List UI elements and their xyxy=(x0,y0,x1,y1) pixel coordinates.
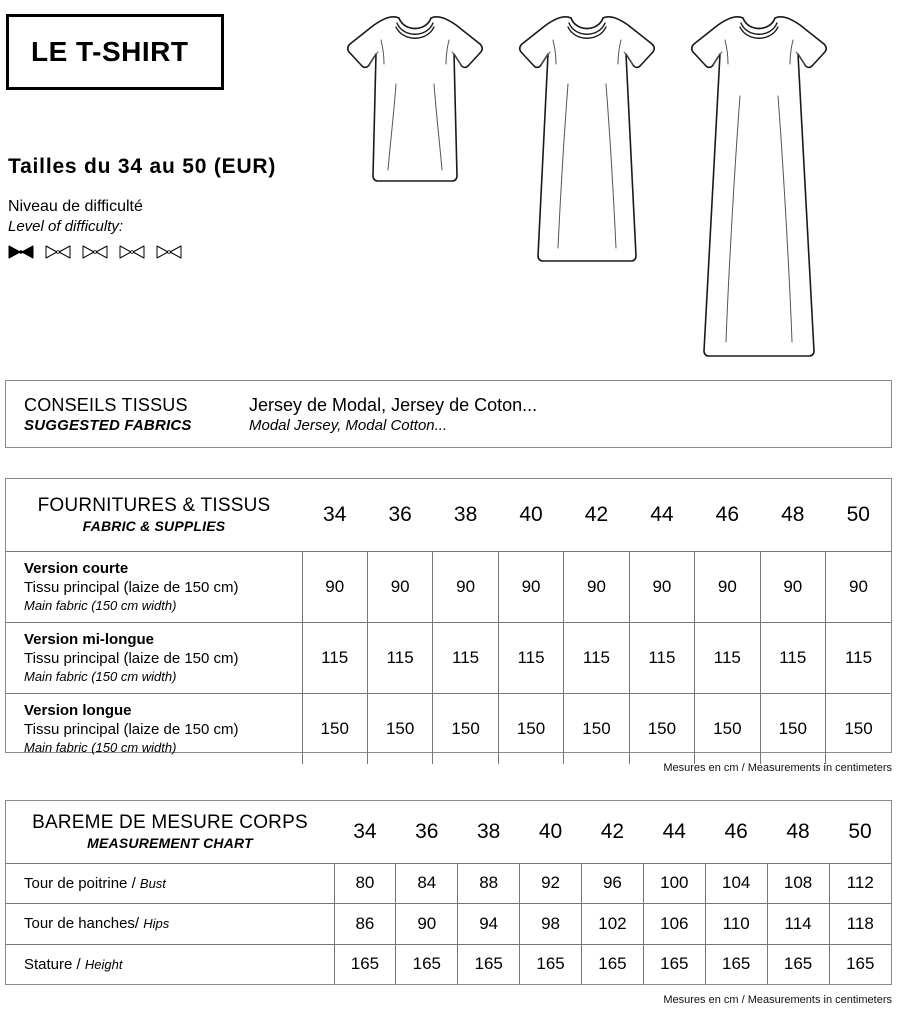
supplies-cell: 115 xyxy=(302,622,367,693)
supplies-cell: 90 xyxy=(302,551,367,622)
supplies-row-desc-fr: Tissu principal (laize de 150 cm) xyxy=(24,720,239,738)
supplies-cell: 115 xyxy=(498,622,563,693)
measure-cell: 102 xyxy=(582,904,644,945)
bowtie-icon-empty xyxy=(119,245,145,259)
garment-illustrations xyxy=(340,0,897,372)
measure-cell: 106 xyxy=(643,904,705,945)
measure-cell: 118 xyxy=(829,904,891,945)
measure-cell: 165 xyxy=(520,944,582,984)
difficulty-label-en: Level of difficulty: xyxy=(8,218,124,235)
measure-cell: 165 xyxy=(396,944,458,984)
supplies-row-label xyxy=(6,622,302,693)
supplies-row-title: Version longue xyxy=(24,701,132,719)
size-header-48: 48 xyxy=(781,502,805,526)
supplies-cell: 115 xyxy=(760,622,825,693)
supplies-cell: 150 xyxy=(433,693,498,764)
measure-cell: 165 xyxy=(334,944,396,984)
supplies-cell: 150 xyxy=(302,693,367,764)
measurement-chart-panel xyxy=(5,800,892,985)
bowtie-icon-empty xyxy=(156,245,182,259)
measure-row-label xyxy=(6,863,334,904)
supplies-cell: 90 xyxy=(760,551,825,622)
supplies-row-title: Version courte xyxy=(24,559,129,577)
supplies-cell: 90 xyxy=(367,551,432,622)
supplies-cell: 90 xyxy=(433,551,498,622)
supplies-title-cell xyxy=(6,479,302,551)
measurement-chart-table xyxy=(6,801,891,984)
difficulty-rating xyxy=(8,245,182,259)
supplies-row-desc-fr: Tissu principal (laize de 150 cm) xyxy=(24,578,239,596)
size-header-42: 42 xyxy=(600,819,625,843)
difficulty-label-fr: Niveau de difficulté xyxy=(8,198,143,215)
supplies-cell: 150 xyxy=(564,693,629,764)
bowtie-icon-empty xyxy=(82,245,108,259)
difficulty-block xyxy=(8,197,182,259)
supplies-cell: 115 xyxy=(629,622,694,693)
measure-row-label-en: Hips xyxy=(143,916,170,932)
supplies-footnote: Mesures en cm / Measurements in centimeters xyxy=(663,762,892,774)
bowtie-icon-empty xyxy=(45,245,71,259)
sizes-range-label: Tailles du 34 au 50 (EUR) xyxy=(8,155,277,178)
size-header-40: 40 xyxy=(538,819,563,843)
measure-cell: 80 xyxy=(334,863,396,904)
size-header-48: 48 xyxy=(786,819,810,843)
size-header-42: 42 xyxy=(584,502,609,526)
measure-cell: 92 xyxy=(520,863,582,904)
supplies-row-desc-en: Main fabric (150 cm width) xyxy=(24,597,177,613)
supplies-cell: 150 xyxy=(498,693,563,764)
supplies-cell: 150 xyxy=(629,693,694,764)
size-header-46: 46 xyxy=(715,502,740,526)
supplies-cell: 115 xyxy=(433,622,498,693)
garment-long-icon xyxy=(684,6,839,366)
table-header-row xyxy=(6,479,891,551)
measure-title-fr: BAREME DE MESURE CORPS xyxy=(32,811,308,833)
fabric-supplies-table xyxy=(6,479,891,764)
size-header-50: 50 xyxy=(848,819,872,843)
table-row xyxy=(6,622,891,693)
suggested-fabrics-label-fr: CONSEILS TISSUS xyxy=(24,395,188,415)
measure-cell: 110 xyxy=(705,904,767,945)
supplies-row-desc-en: Main fabric (150 cm width) xyxy=(24,739,177,755)
supplies-cell: 115 xyxy=(695,622,760,693)
supplies-cell: 150 xyxy=(826,693,892,764)
size-header-34: 34 xyxy=(323,502,347,526)
size-header-36: 36 xyxy=(388,502,412,526)
supplies-cell: 90 xyxy=(498,551,563,622)
supplies-row-title: Version mi-longue xyxy=(24,630,155,648)
bowtie-icon-filled xyxy=(8,245,34,259)
garment-short-icon xyxy=(340,6,490,191)
supplies-cell: 90 xyxy=(564,551,629,622)
size-header-44: 44 xyxy=(650,502,674,526)
supplies-cell: 150 xyxy=(760,693,825,764)
title-box xyxy=(6,14,224,90)
measure-cell: 165 xyxy=(643,944,705,984)
fabric-supplies-panel xyxy=(5,478,892,753)
supplies-table-body xyxy=(6,551,891,764)
measure-cell: 88 xyxy=(458,863,520,904)
supplies-row-desc-fr: Tissu principal (laize de 150 cm) xyxy=(24,649,239,667)
supplies-row-desc-en: Main fabric (150 cm width) xyxy=(24,668,177,684)
measure-cell: 165 xyxy=(458,944,520,984)
measure-row-label-fr: Tour de hanches/ xyxy=(24,915,144,933)
measure-cell: 165 xyxy=(829,944,891,984)
measure-cell: 104 xyxy=(705,863,767,904)
table-row xyxy=(6,551,891,622)
suggested-fabrics-value xyxy=(249,394,537,436)
supplies-cell: 150 xyxy=(367,693,432,764)
measure-cell: 112 xyxy=(829,863,891,904)
table-row xyxy=(6,904,891,945)
measure-cell: 96 xyxy=(582,863,644,904)
supplies-title-fr: FOURNITURES & TISSUS xyxy=(37,494,271,516)
measure-cell: 165 xyxy=(582,944,644,984)
measure-cell: 114 xyxy=(767,904,829,945)
measure-cell: 98 xyxy=(520,904,582,945)
suggested-fabrics-label-en: SUGGESTED FABRICS xyxy=(24,417,192,434)
size-header-34: 34 xyxy=(353,819,377,843)
measure-row-label-en: Bust xyxy=(139,875,166,891)
measure-title-cell xyxy=(6,801,334,863)
suggested-fabrics-value-en: Modal Jersey, Modal Cotton... xyxy=(249,417,448,434)
measure-cell: 94 xyxy=(458,904,520,945)
page-title: LE T-SHIRT xyxy=(31,36,189,67)
measure-row-label xyxy=(6,904,334,945)
size-header-38: 38 xyxy=(453,502,478,526)
size-header-38: 38 xyxy=(477,819,501,843)
suggested-fabrics-panel xyxy=(5,380,892,448)
supplies-cell: 115 xyxy=(826,622,892,693)
supplies-row-label xyxy=(6,693,302,764)
size-header-44: 44 xyxy=(662,819,686,843)
size-header-36: 36 xyxy=(415,819,439,843)
table-row xyxy=(6,944,891,984)
supplies-row-label xyxy=(6,551,302,622)
size-header-46: 46 xyxy=(724,819,748,843)
measure-table-body xyxy=(6,863,891,984)
measure-cell: 165 xyxy=(767,944,829,984)
measure-cell: 100 xyxy=(643,863,705,904)
supplies-cell: 150 xyxy=(695,693,760,764)
suggested-fabrics-value-fr: Jersey de Modal, Jersey de Coton... xyxy=(249,395,538,415)
supplies-cell: 90 xyxy=(695,551,760,622)
table-row xyxy=(6,863,891,904)
table-header-row xyxy=(6,801,891,863)
header-area xyxy=(0,0,897,372)
size-header-50: 50 xyxy=(846,502,870,526)
measure-cell: 86 xyxy=(334,904,396,945)
measure-footnote: Mesures en cm / Measurements in centimeters xyxy=(663,994,892,1006)
supplies-cell: 90 xyxy=(826,551,892,622)
supplies-title-en: FABRIC & SUPPLIES xyxy=(82,517,226,534)
supplies-cell: 115 xyxy=(564,622,629,693)
measure-cell: 165 xyxy=(705,944,767,984)
table-row xyxy=(6,693,891,764)
measure-cell: 84 xyxy=(396,863,458,904)
measure-row-label-en: Height xyxy=(84,956,123,972)
supplies-cell: 115 xyxy=(367,622,432,693)
measure-row-label xyxy=(6,944,334,984)
garment-mid-length-icon xyxy=(512,6,662,271)
supplies-cell: 90 xyxy=(629,551,694,622)
measure-row-label-fr: Stature / xyxy=(24,955,85,973)
size-header-40: 40 xyxy=(519,502,543,526)
suggested-fabrics-label xyxy=(24,394,192,436)
measure-cell: 90 xyxy=(396,904,458,945)
measure-title-en: MEASUREMENT CHART xyxy=(87,834,253,851)
measure-row-label-fr: Tour de poitrine / xyxy=(24,874,140,892)
measure-cell: 108 xyxy=(767,863,829,904)
